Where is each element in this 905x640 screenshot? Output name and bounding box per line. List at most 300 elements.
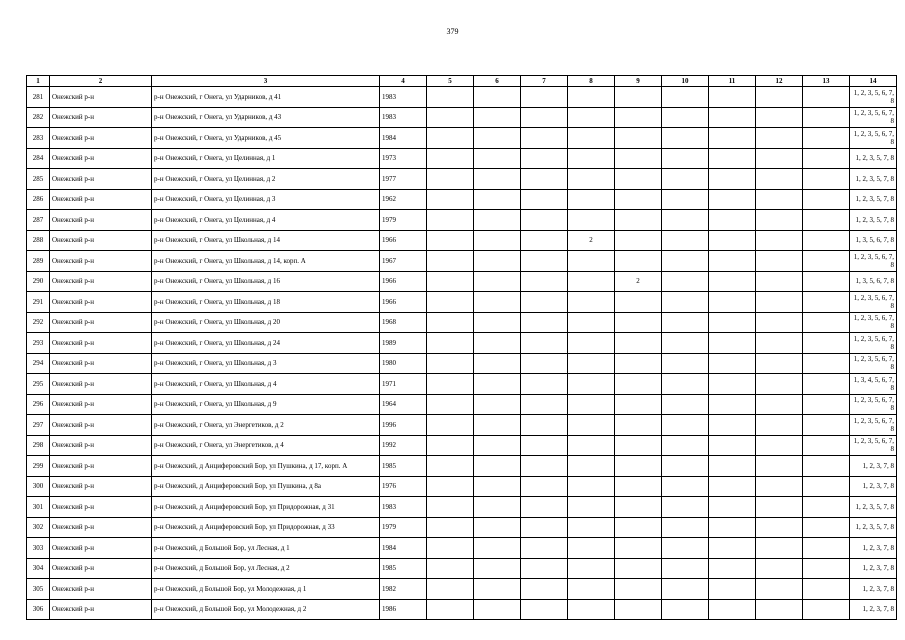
col13-cell: [803, 271, 850, 292]
col5-cell: [427, 210, 474, 231]
col11-cell: [709, 394, 756, 415]
col10-cell: [662, 148, 709, 169]
col13-cell: [803, 210, 850, 231]
codes-cell: 1, 2, 3, 5, 6, 7, 8: [850, 353, 897, 374]
col6-cell: [474, 251, 521, 272]
district-cell: Онежский р-н: [50, 312, 152, 333]
col10-cell: [662, 251, 709, 272]
col11-cell: [709, 353, 756, 374]
col5-cell: [427, 271, 474, 292]
col8-cell: [568, 128, 615, 149]
col13-cell: [803, 538, 850, 559]
col8-cell: [568, 271, 615, 292]
table-row: [27, 538, 897, 559]
col10-cell: [662, 271, 709, 292]
col5-cell: [427, 456, 474, 477]
col5-cell: [427, 230, 474, 251]
year-cell: 1983: [380, 497, 427, 518]
col13-cell: [803, 312, 850, 333]
column-header: 7: [521, 76, 568, 87]
col8-cell: [568, 189, 615, 210]
year-cell: 1992: [380, 435, 427, 456]
codes-cell: 1, 2, 3, 5, 6, 7, 8: [850, 415, 897, 436]
col13-cell: [803, 230, 850, 251]
col11-cell: [709, 271, 756, 292]
col8-cell: [568, 476, 615, 497]
row-number-cell: 288: [27, 230, 50, 251]
col13-cell: [803, 456, 850, 477]
col13-cell: [803, 394, 850, 415]
address-cell: р-н Онежский, д Анциферовский Бор, ул Пушкина, д 17, корп. А: [152, 456, 380, 477]
col10-cell: [662, 497, 709, 518]
col6-cell: [474, 128, 521, 149]
col12-cell: [756, 292, 803, 313]
col13-cell: [803, 128, 850, 149]
col12-cell: [756, 169, 803, 190]
col7-cell: [521, 210, 568, 231]
col5-cell: [427, 353, 474, 374]
housing-register-table: [26, 75, 897, 620]
col5-cell: [427, 169, 474, 190]
col9-cell: [615, 292, 662, 313]
col7-cell: [521, 128, 568, 149]
table-row: [27, 251, 897, 272]
col7-cell: [521, 558, 568, 579]
year-cell: 1980: [380, 353, 427, 374]
col10-cell: [662, 599, 709, 620]
year-cell: 1982: [380, 579, 427, 600]
table-row: [27, 169, 897, 190]
col7-cell: [521, 415, 568, 436]
address-cell: р-н Онежский, г Онега, ул Школьная, д 16: [152, 271, 380, 292]
col8-cell: [568, 497, 615, 518]
col13-cell: [803, 333, 850, 354]
table-row: [27, 189, 897, 210]
col8-cell: [568, 415, 615, 436]
codes-cell: 1, 2, 3, 5, 6, 7, 8: [850, 333, 897, 354]
col6-cell: [474, 107, 521, 128]
codes-cell: 1, 2, 3, 5, 7, 8: [850, 497, 897, 518]
col6-cell: [474, 333, 521, 354]
district-cell: Онежский р-н: [50, 558, 152, 579]
col9-cell: [615, 128, 662, 149]
codes-cell: 1, 3, 5, 6, 7, 8: [850, 230, 897, 251]
col13-cell: [803, 476, 850, 497]
col11-cell: [709, 415, 756, 436]
col6-cell: [474, 476, 521, 497]
year-cell: 1973: [380, 148, 427, 169]
year-cell: 1971: [380, 374, 427, 395]
col11-cell: [709, 333, 756, 354]
col6-cell: [474, 148, 521, 169]
codes-cell: 1, 2, 3, 7, 8: [850, 538, 897, 559]
column-header: 4: [380, 76, 427, 87]
col9-cell: [615, 517, 662, 538]
address-cell: р-н Онежский, г Онега, ул Целинная, д 1: [152, 148, 380, 169]
district-cell: Онежский р-н: [50, 128, 152, 149]
address-cell: р-н Онежский, г Онега, ул Школьная, д 14: [152, 230, 380, 251]
col5-cell: [427, 107, 474, 128]
row-number-cell: 284: [27, 148, 50, 169]
col11-cell: [709, 517, 756, 538]
col11-cell: [709, 538, 756, 559]
table-row: [27, 107, 897, 128]
col9-cell: [615, 558, 662, 579]
col13-cell: [803, 374, 850, 395]
col7-cell: [521, 456, 568, 477]
address-cell: р-н Онежский, г Онега, ул Ударников, д 43: [152, 107, 380, 128]
column-header: 10: [662, 76, 709, 87]
codes-cell: 1, 2, 3, 7, 8: [850, 476, 897, 497]
col6-cell: [474, 538, 521, 559]
col5-cell: [427, 292, 474, 313]
col13-cell: [803, 435, 850, 456]
table-row: [27, 394, 897, 415]
col5-cell: [427, 148, 474, 169]
row-number-cell: 302: [27, 517, 50, 538]
col11-cell: [709, 230, 756, 251]
col7-cell: [521, 271, 568, 292]
col11-cell: [709, 497, 756, 518]
col7-cell: [521, 538, 568, 559]
address-cell: р-н Онежский, г Онега, ул Школьная, д 20: [152, 312, 380, 333]
col12-cell: [756, 415, 803, 436]
col12-cell: [756, 517, 803, 538]
district-cell: Онежский р-н: [50, 148, 152, 169]
address-cell: р-н Онежский, д Анциферовский Бор, ул Придорожная, д 31: [152, 497, 380, 518]
codes-cell: 1, 2, 3, 7, 8: [850, 558, 897, 579]
col6-cell: [474, 312, 521, 333]
col9-cell: [615, 230, 662, 251]
col7-cell: [521, 394, 568, 415]
col10-cell: [662, 415, 709, 436]
col10-cell: [662, 476, 709, 497]
col13-cell: [803, 579, 850, 600]
col12-cell: [756, 148, 803, 169]
address-cell: р-н Онежский, г Онега, ул Школьная, д 9: [152, 394, 380, 415]
district-cell: Онежский р-н: [50, 353, 152, 374]
col12-cell: [756, 558, 803, 579]
col5-cell: [427, 558, 474, 579]
codes-cell: 1, 2, 3, 5, 7, 8: [850, 517, 897, 538]
codes-cell: 1, 2, 3, 5, 7, 8: [850, 148, 897, 169]
row-number-cell: 281: [27, 87, 50, 108]
year-cell: 1966: [380, 292, 427, 313]
col12-cell: [756, 456, 803, 477]
row-number-cell: 287: [27, 210, 50, 231]
row-number-cell: 300: [27, 476, 50, 497]
year-cell: 1985: [380, 558, 427, 579]
col9-cell: [615, 148, 662, 169]
col6-cell: [474, 599, 521, 620]
year-cell: 1996: [380, 415, 427, 436]
column-header: 14: [850, 76, 897, 87]
col9-cell: [615, 435, 662, 456]
address-cell: р-н Онежский, г Онега, ул Целинная, д 2: [152, 169, 380, 190]
col7-cell: [521, 517, 568, 538]
col8-cell: [568, 333, 615, 354]
col11-cell: [709, 374, 756, 395]
col13-cell: [803, 599, 850, 620]
col12-cell: [756, 497, 803, 518]
col9-cell: [615, 251, 662, 272]
col7-cell: [521, 435, 568, 456]
col6-cell: [474, 271, 521, 292]
col11-cell: [709, 599, 756, 620]
table-row: [27, 415, 897, 436]
col10-cell: [662, 169, 709, 190]
address-cell: р-н Онежский, г Онега, ул Целинная, д 3: [152, 189, 380, 210]
col7-cell: [521, 333, 568, 354]
year-cell: 1976: [380, 476, 427, 497]
col11-cell: [709, 107, 756, 128]
year-cell: 1979: [380, 210, 427, 231]
address-cell: р-н Онежский, г Онега, ул Школьная, д 3: [152, 353, 380, 374]
col5-cell: [427, 333, 474, 354]
col6-cell: [474, 394, 521, 415]
col11-cell: [709, 251, 756, 272]
table-row: [27, 497, 897, 518]
col7-cell: [521, 292, 568, 313]
col7-cell: [521, 579, 568, 600]
col5-cell: [427, 87, 474, 108]
col5-cell: [427, 394, 474, 415]
row-number-cell: 292: [27, 312, 50, 333]
col9-cell: 2: [615, 271, 662, 292]
row-number-cell: 299: [27, 456, 50, 477]
col9-cell: [615, 189, 662, 210]
col6-cell: [474, 189, 521, 210]
table-row: [27, 210, 897, 231]
column-header: 11: [709, 76, 756, 87]
codes-cell: 1, 2, 3, 5, 6, 7, 8: [850, 107, 897, 128]
table-row: [27, 292, 897, 313]
district-cell: Онежский р-н: [50, 271, 152, 292]
col9-cell: [615, 394, 662, 415]
col7-cell: [521, 476, 568, 497]
col8-cell: [568, 394, 615, 415]
row-number-cell: 282: [27, 107, 50, 128]
col6-cell: [474, 456, 521, 477]
col8-cell: [568, 169, 615, 190]
address-cell: р-н Онежский, г Онега, ул Школьная, д 4: [152, 374, 380, 395]
col11-cell: [709, 558, 756, 579]
col8-cell: [568, 87, 615, 108]
col12-cell: [756, 128, 803, 149]
year-cell: 1962: [380, 189, 427, 210]
col10-cell: [662, 230, 709, 251]
col12-cell: [756, 210, 803, 231]
row-number-cell: 304: [27, 558, 50, 579]
col5-cell: [427, 435, 474, 456]
col10-cell: [662, 558, 709, 579]
address-cell: р-н Онежский, г Онега, ул Ударников, д 41: [152, 87, 380, 108]
col6-cell: [474, 374, 521, 395]
col12-cell: [756, 230, 803, 251]
col13-cell: [803, 353, 850, 374]
year-cell: 1967: [380, 251, 427, 272]
col9-cell: [615, 210, 662, 231]
col13-cell: [803, 517, 850, 538]
col11-cell: [709, 148, 756, 169]
col11-cell: [709, 312, 756, 333]
table-row: [27, 148, 897, 169]
col6-cell: [474, 353, 521, 374]
table-row: [27, 333, 897, 354]
col13-cell: [803, 558, 850, 579]
col13-cell: [803, 497, 850, 518]
col8-cell: [568, 292, 615, 313]
column-header: 3: [152, 76, 380, 87]
col12-cell: [756, 271, 803, 292]
col8-cell: [568, 312, 615, 333]
codes-cell: 1, 2, 3, 5, 6, 7, 8: [850, 251, 897, 272]
codes-cell: 1, 2, 3, 5, 6, 7, 8: [850, 435, 897, 456]
col5-cell: [427, 374, 474, 395]
col10-cell: [662, 189, 709, 210]
col10-cell: [662, 107, 709, 128]
col11-cell: [709, 292, 756, 313]
col7-cell: [521, 169, 568, 190]
col12-cell: [756, 476, 803, 497]
address-cell: р-н Онежский, г Онега, ул Школьная, д 18: [152, 292, 380, 313]
year-cell: 1966: [380, 230, 427, 251]
col10-cell: [662, 435, 709, 456]
col12-cell: [756, 312, 803, 333]
row-number-cell: 294: [27, 353, 50, 374]
column-header: 6: [474, 76, 521, 87]
address-cell: р-н Онежский, д Большой Бор, ул Лесная, д 1: [152, 538, 380, 559]
col5-cell: [427, 251, 474, 272]
table-row: [27, 435, 897, 456]
col5-cell: [427, 579, 474, 600]
col13-cell: [803, 107, 850, 128]
col11-cell: [709, 476, 756, 497]
row-number-cell: 301: [27, 497, 50, 518]
year-cell: 1964: [380, 394, 427, 415]
col8-cell: [568, 107, 615, 128]
col9-cell: [615, 456, 662, 477]
col10-cell: [662, 210, 709, 231]
col11-cell: [709, 87, 756, 108]
col10-cell: [662, 394, 709, 415]
col8-cell: [568, 517, 615, 538]
row-number-cell: 306: [27, 599, 50, 620]
district-cell: Онежский р-н: [50, 394, 152, 415]
col5-cell: [427, 476, 474, 497]
address-cell: р-н Онежский, г Онега, ул Школьная, д 14, корп. А: [152, 251, 380, 272]
district-cell: Онежский р-н: [50, 169, 152, 190]
col7-cell: [521, 497, 568, 518]
table-row: [27, 558, 897, 579]
year-cell: 1983: [380, 87, 427, 108]
col11-cell: [709, 579, 756, 600]
district-cell: Онежский р-н: [50, 476, 152, 497]
codes-cell: 1, 3, 5, 6, 7, 8: [850, 271, 897, 292]
district-cell: Онежский р-н: [50, 456, 152, 477]
address-cell: р-н Онежский, г Онега, ул Ударников, д 45: [152, 128, 380, 149]
col11-cell: [709, 169, 756, 190]
row-number-cell: 290: [27, 271, 50, 292]
row-number-cell: 295: [27, 374, 50, 395]
year-cell: 1989: [380, 333, 427, 354]
col7-cell: [521, 599, 568, 620]
col5-cell: [427, 599, 474, 620]
col9-cell: [615, 87, 662, 108]
col8-cell: [568, 210, 615, 231]
col10-cell: [662, 333, 709, 354]
row-number-cell: 303: [27, 538, 50, 559]
col9-cell: [615, 476, 662, 497]
district-cell: Онежский р-н: [50, 107, 152, 128]
col9-cell: [615, 599, 662, 620]
col8-cell: [568, 148, 615, 169]
col10-cell: [662, 87, 709, 108]
col12-cell: [756, 394, 803, 415]
col8-cell: [568, 435, 615, 456]
col10-cell: [662, 312, 709, 333]
col5-cell: [427, 128, 474, 149]
page-number: 379: [446, 27, 459, 36]
col10-cell: [662, 579, 709, 600]
row-number-cell: 283: [27, 128, 50, 149]
col8-cell: [568, 579, 615, 600]
col9-cell: [615, 312, 662, 333]
codes-cell: 1, 2, 3, 5, 7, 8: [850, 189, 897, 210]
col6-cell: [474, 517, 521, 538]
col7-cell: [521, 107, 568, 128]
col8-cell: [568, 374, 615, 395]
row-number-cell: 305: [27, 579, 50, 600]
address-cell: р-н Онежский, д Большой Бор, ул Лесная, д 2: [152, 558, 380, 579]
table-row: [27, 599, 897, 620]
row-number-cell: 289: [27, 251, 50, 272]
address-cell: р-н Онежский, г Онега, ул Энергетиков, д 4: [152, 435, 380, 456]
col9-cell: [615, 538, 662, 559]
district-cell: Онежский р-н: [50, 210, 152, 231]
col10-cell: [662, 353, 709, 374]
col6-cell: [474, 230, 521, 251]
year-cell: 1984: [380, 128, 427, 149]
col8-cell: [568, 456, 615, 477]
row-number-cell: 286: [27, 189, 50, 210]
column-header: 1: [27, 76, 50, 87]
column-header: 5: [427, 76, 474, 87]
address-cell: р-н Онежский, д Анциферовский Бор, ул Пушкина, д 8а: [152, 476, 380, 497]
column-header: 12: [756, 76, 803, 87]
col7-cell: [521, 87, 568, 108]
row-number-cell: 296: [27, 394, 50, 415]
table-row: [27, 312, 897, 333]
col7-cell: [521, 353, 568, 374]
district-cell: Онежский р-н: [50, 599, 152, 620]
col6-cell: [474, 87, 521, 108]
address-cell: р-н Онежский, г Онега, ул Энергетиков, д 2: [152, 415, 380, 436]
col9-cell: [615, 374, 662, 395]
col10-cell: [662, 517, 709, 538]
codes-cell: 1, 2, 3, 5, 6, 7, 8: [850, 87, 897, 108]
address-cell: р-н Онежский, д Большой Бор, ул Молодежная, д 1: [152, 579, 380, 600]
col8-cell: [568, 538, 615, 559]
row-number-cell: 285: [27, 169, 50, 190]
table-row: [27, 456, 897, 477]
col12-cell: [756, 189, 803, 210]
col6-cell: [474, 558, 521, 579]
col13-cell: [803, 251, 850, 272]
district-cell: Онежский р-н: [50, 230, 152, 251]
col8-cell: 2: [568, 230, 615, 251]
year-cell: 1977: [380, 169, 427, 190]
